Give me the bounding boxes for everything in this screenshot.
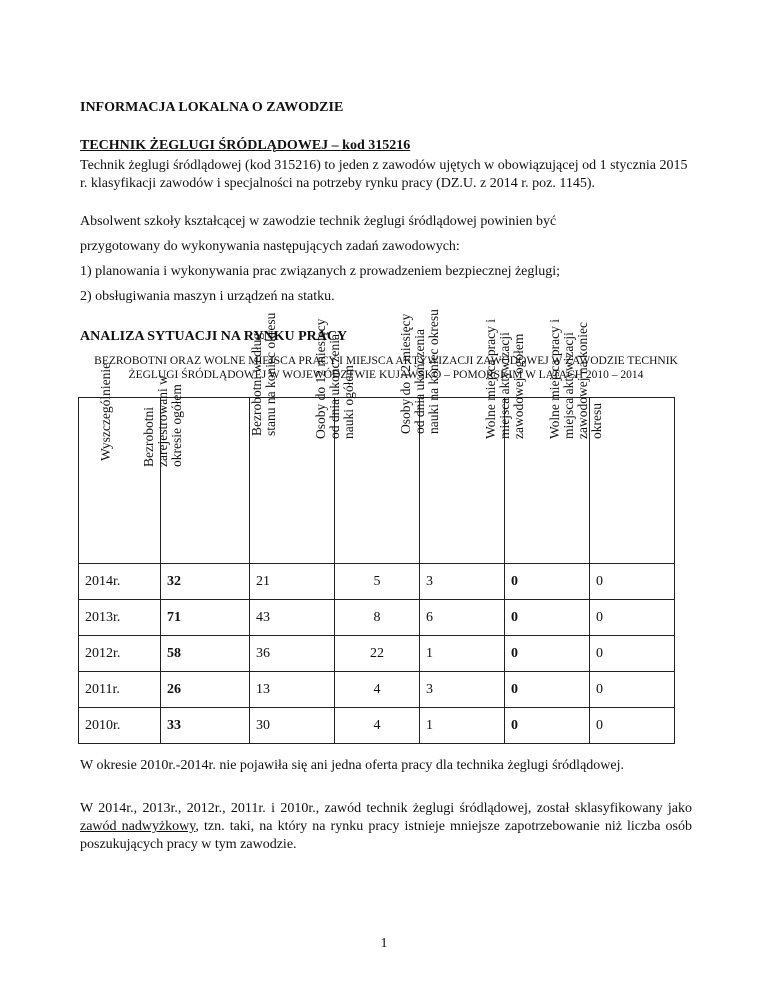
header-label: Wolne miejsca pracy i miejsca aktywizacji zawodowej ogółem: [483, 319, 526, 439]
analysis-heading: ANALIZA SYTUACJI NA RYNKU PRACY: [80, 329, 348, 344]
header-cell: [141, 375, 250, 564]
cell-graduates-total: 4: [335, 672, 420, 708]
cell-graduates-total: 8: [335, 600, 420, 636]
header-label: Osoby do 12 miesięcy od dnia ukończenia nauki na koniec okresu: [398, 309, 441, 435]
cell-vacancies-end: 0: [590, 564, 675, 600]
cell-end-of-period: 21: [250, 564, 335, 600]
page-number: 1: [380, 936, 388, 951]
cell-graduates-end: 1: [420, 636, 505, 672]
cell-vacancies-end: 0: [590, 636, 675, 672]
cell-vacancies-end: 0: [590, 708, 675, 744]
table-row: [79, 708, 675, 744]
graduate-line-2: przygotowany do wykonywania następujących zadań zawodowych:: [80, 239, 460, 254]
cell-vacancies-total: 0: [505, 636, 590, 672]
table-row: [79, 672, 675, 708]
note-surplus-profession: [80, 800, 692, 854]
cell-vacancies-total: 0: [505, 600, 590, 636]
cell-graduates-end: 6: [420, 600, 505, 636]
header-label: Bezrobotni według stanu na koniec okresu: [249, 312, 278, 436]
header-label: Wolne miejsca pracy i miejsca aktywizacji zawodowej na koniec okresu: [547, 319, 604, 439]
cell-vacancies-total: 0: [505, 564, 590, 600]
cell-graduates-end: 1: [420, 708, 505, 744]
note-text-after: , tzn. taki, na który na rynku pracy istnieje mniejsze zapotrzebowanie niż liczba osób poszukujących pracy w tym zawodzie.: [80, 819, 692, 852]
cell-vacancies-end: 0: [590, 600, 675, 636]
surplus-profession-term: zawód nadwyżkowy: [80, 819, 196, 834]
cell-vacancies-total: 0: [505, 708, 590, 744]
table-header-row: [79, 398, 675, 564]
cell-end-of-period: 30: [250, 708, 335, 744]
header-label: Osoby do 12 miesięcy od dnia ukończenia nauki ogółem: [313, 318, 356, 439]
table-caption: BEZROBOTNI ORAZ WOLNE MIEJSCA PRACY I MIEJSCA AKTYWIZACJI ZAWODOWEJ W ZAWODZIE TECHNIK ŻEGLUGI ŚRÓDLĄDOWEJ W WOJEWÓDZTWIE KUJAWSKO – POMORSKIM W LATACH 2010 – 2014: [94, 355, 678, 381]
year-cell: 2013r.: [79, 600, 161, 636]
cell-graduates-total: 22: [335, 636, 420, 672]
cell-graduates-end: 3: [420, 672, 505, 708]
year-cell: 2011r.: [79, 672, 161, 708]
cell-registered: 32: [161, 564, 250, 600]
table-row: [79, 636, 675, 672]
header-label: Bezrobotni zarejestrowani w okresie ogółem: [141, 375, 184, 468]
cell-graduates-total: 4: [335, 708, 420, 744]
cell-registered: 26: [161, 672, 250, 708]
document-heading: INFORMACJA LOKALNA O ZAWODZIE: [80, 100, 344, 115]
note-text-before: W 2014r., 2013r., 2012r., 2011r. i 2010r., zawód technik żeglugi śródlądowej, został sklasyfikowany jako: [80, 801, 692, 816]
year-cell: 2012r.: [79, 636, 161, 672]
year-cell: 2010r.: [79, 708, 161, 744]
intro-paragraph: Technik żeglugi śródlądowej (kod 315216) to jeden z zawodów ujętych w obowiązującej od 1 stycznia 2015 r. klasyfikacji zawodów i specjalności na potrzeby rynku pracy (DZ.U. z 2014 r. poz. 1145).: [80, 158, 688, 191]
cell-end-of-period: 13: [250, 672, 335, 708]
cell-registered: 33: [161, 708, 250, 744]
cell-vacancies-end: 0: [590, 672, 675, 708]
task-2: 2) obsługiwania maszyn i urządzeń na statku.: [80, 289, 335, 304]
graduate-line-1: Absolwent szkoły kształcącej w zawodzie technik żeglugi śródlądowej powinien być: [80, 214, 557, 229]
cell-vacancies-total: 0: [505, 672, 590, 708]
cell-registered: 58: [161, 636, 250, 672]
cell-end-of-period: 43: [250, 600, 335, 636]
cell-graduates-end: 3: [420, 564, 505, 600]
cell-registered: 71: [161, 600, 250, 636]
cell-end-of-period: 36: [250, 636, 335, 672]
year-cell: 2014r.: [79, 564, 161, 600]
note-no-offers: W okresie 2010r.-2014r. nie pojawiła się ani jedna oferta pracy dla technika żeglugi śródlądowej.: [80, 758, 625, 773]
task-1: 1) planowania i wykonywania prac związanych z prowadzeniem bezpiecznej żeglugi;: [80, 264, 561, 279]
header-label: Wyszczególnienie: [97, 362, 113, 461]
table-row: [79, 600, 675, 636]
table-row: [79, 564, 675, 600]
header-cell: [547, 319, 675, 564]
cell-graduates-total: 5: [335, 564, 420, 600]
profession-title: TECHNIK ŻEGLUGI ŚRÓDLĄDOWEJ – kod 315216: [80, 138, 411, 153]
